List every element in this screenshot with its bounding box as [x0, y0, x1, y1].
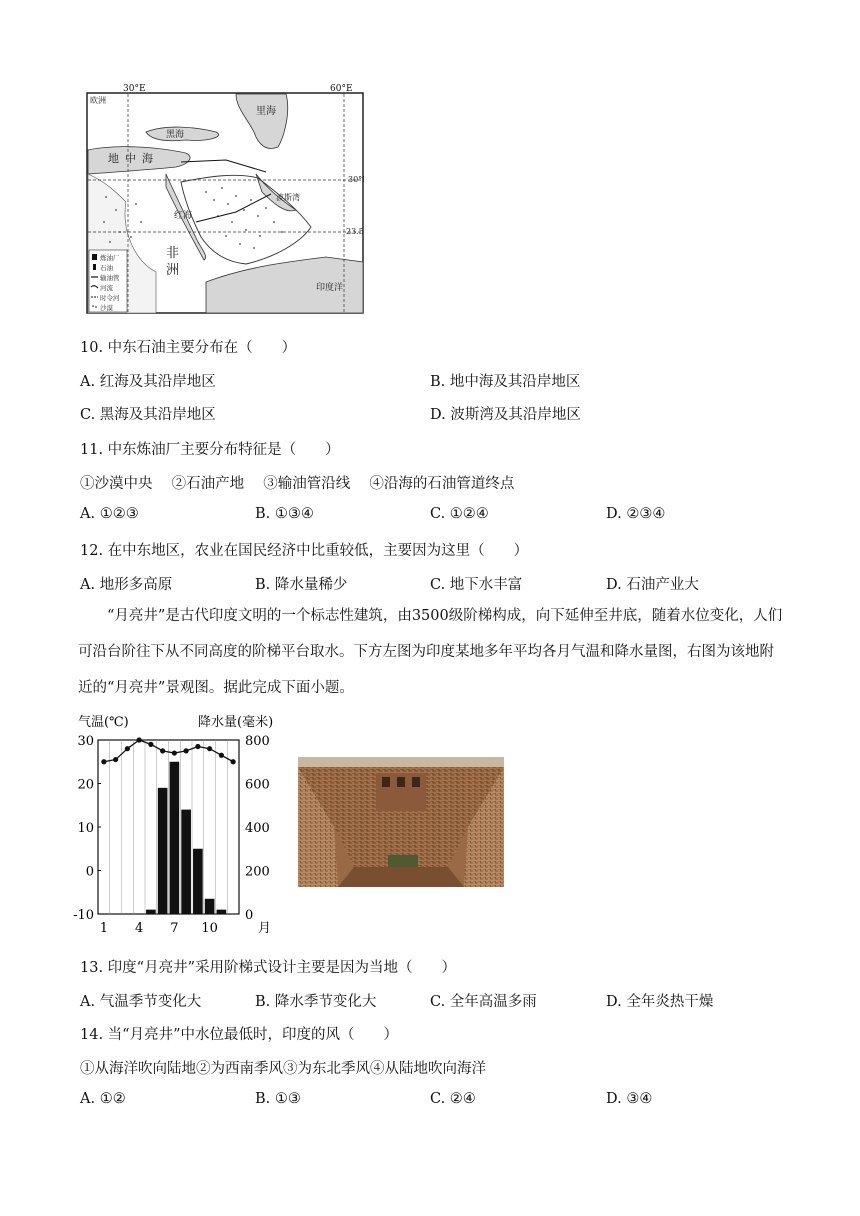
- legend-river: 河流: [100, 284, 113, 292]
- temp-point-month-2: [113, 757, 118, 762]
- label-mediterranean: 地中海: [108, 152, 159, 165]
- question-11-items: ①沙漠中央 ②石油产地 ③输油管沿线 ④沿海的石油管道终点: [80, 476, 515, 492]
- chart-y2label: 降水量(毫米): [198, 715, 274, 730]
- label-europe: 欧洲: [90, 96, 106, 105]
- label-black-sea: 黑海: [166, 130, 185, 140]
- lat-label-30: 30°: [348, 175, 363, 184]
- temp-point-month-6: [160, 748, 165, 753]
- passage-text: “月亮井”是古代印度文明的一个标志性建筑，由3500级阶梯构成，向下延伸至井底，随着水位变化，人们可沿台阶往下从不同高度的阶梯平台取水。下方左图为印度某地多年平均各月气温和降水量图，右图为该地附近的“月亮井”景观图。据此完成下面小题。: [78, 608, 783, 696]
- legend-refinery: 炼油厂: [100, 254, 120, 262]
- temp-point-month-8: [184, 748, 189, 753]
- y-tick-20: 20: [77, 777, 94, 793]
- y-tick-0: 0: [85, 864, 94, 880]
- temp-point-month-7: [172, 750, 177, 755]
- q12-option-a[interactable]: A. 地形多高原: [80, 577, 173, 593]
- label-africa-1: 非: [166, 246, 180, 261]
- question-11-stem: 11. 中东炼油厂主要分布特征是（ ）: [80, 442, 340, 458]
- x-tick-10: 10: [201, 921, 218, 936]
- q14-option-a[interactable]: A. ①②: [80, 1091, 126, 1107]
- y-tick-10: 10: [77, 821, 94, 836]
- legend-desert: 沙漠: [100, 304, 113, 312]
- q12-option-c[interactable]: C. 地下水丰富: [430, 577, 523, 593]
- precip-bar-month-8: [181, 810, 191, 914]
- temp-point-month-9: [195, 744, 200, 749]
- y2-tick-400: 400: [245, 821, 270, 836]
- label-africa-2: 洲: [166, 263, 180, 278]
- q14-option-c[interactable]: C. ②④: [430, 1091, 476, 1107]
- label-persian-gulf: 波斯湾: [276, 193, 300, 202]
- question-12-stem: 12. 在中东地区，农业在国民经济中比重较低，主要因为这里（ ）: [80, 543, 529, 559]
- precip-bar-month-6: [158, 788, 168, 914]
- chart-xlabel: 月: [258, 921, 272, 936]
- temp-point-month-1: [101, 759, 106, 764]
- q12-option-b[interactable]: B. 降水量稀少: [255, 577, 348, 593]
- lat-label-23: 23.5: [346, 227, 364, 236]
- q10-option-c[interactable]: C. 黑海及其沿岸地区: [80, 407, 216, 423]
- x-tick-7: 7: [170, 921, 179, 936]
- question-14-items: ①从海洋吹向陆地②为西南季风③为东北季风④从陆地吹向海洋: [80, 1061, 486, 1077]
- precip-bar-month-9: [193, 849, 203, 914]
- q14-option-d[interactable]: D. ③④: [606, 1091, 653, 1107]
- q13-option-a[interactable]: A. 气温季节变化大: [80, 994, 202, 1010]
- temp-point-month-5: [148, 742, 153, 747]
- q13-option-c[interactable]: C. 全年高温多雨: [430, 994, 537, 1010]
- stepwell-photo: [298, 757, 504, 887]
- temp-point-month-4: [137, 737, 142, 742]
- y-tick--10: -10: [73, 908, 94, 923]
- q10-option-d[interactable]: D. 波斯湾及其沿岸地区: [430, 407, 581, 423]
- middle-east-map: [86, 92, 364, 314]
- q11-option-d[interactable]: D. ②③④: [606, 506, 666, 522]
- q11-option-b[interactable]: B. ①③④: [255, 506, 314, 522]
- question-13-stem: 13. 印度“月亮井”采用阶梯式设计主要是因为当地（ ）: [80, 960, 456, 976]
- lon-label-30-top: 30°E: [123, 84, 146, 94]
- temp-point-month-12: [231, 759, 236, 764]
- q11-option-a[interactable]: A. ①②③: [80, 506, 139, 522]
- legend-oil: 石油: [100, 264, 113, 272]
- q11-option-c[interactable]: C. ①②④: [430, 506, 489, 522]
- map-legend: [89, 250, 127, 312]
- q10-option-a[interactable]: A. 红海及其沿岸地区: [80, 374, 216, 390]
- y2-tick-600: 600: [245, 777, 270, 793]
- chart-ylabel: 气温(℃): [78, 715, 129, 730]
- q10-option-b[interactable]: B. 地中海及其沿岸地区: [430, 374, 581, 390]
- temp-point-month-3: [125, 746, 130, 751]
- precip-bar-month-7: [170, 762, 180, 914]
- label-caspian: 里海: [256, 106, 276, 117]
- climate-chart: [70, 710, 280, 940]
- legend-pipeline: 输油管: [100, 274, 120, 282]
- y2-tick-0: 0: [245, 908, 254, 923]
- label-red-sea: 红海: [174, 211, 193, 221]
- legend-seasonal-river: 时令河: [100, 294, 120, 302]
- label-indian-ocean: 印度洋: [316, 283, 344, 293]
- precip-bar-month-11: [217, 910, 227, 914]
- question-14-stem: 14. 当“月亮井”中水位最低时，印度的风（ ）: [80, 1027, 398, 1043]
- x-tick-1: 1: [99, 921, 109, 936]
- lon-label-60: 60°E: [330, 84, 353, 94]
- x-tick-4: 4: [134, 921, 144, 936]
- temp-point-month-10: [207, 746, 212, 751]
- y2-tick-800: 800: [245, 734, 270, 749]
- q13-option-d[interactable]: D. 全年炎热干燥: [606, 994, 714, 1010]
- temp-point-month-11: [219, 753, 224, 758]
- question-10-stem: 10. 中东石油主要分布在（ ）: [80, 340, 297, 356]
- y-tick-30: 30: [77, 734, 94, 749]
- y2-tick-200: 200: [245, 864, 270, 880]
- precip-bar-month-5: [146, 910, 156, 914]
- q14-option-b[interactable]: B. ①③: [255, 1091, 301, 1107]
- q12-option-d[interactable]: D. 石油产业大: [606, 577, 699, 593]
- q13-option-b[interactable]: B. 降水季节变化大: [255, 994, 377, 1010]
- precip-bar-month-10: [205, 899, 215, 914]
